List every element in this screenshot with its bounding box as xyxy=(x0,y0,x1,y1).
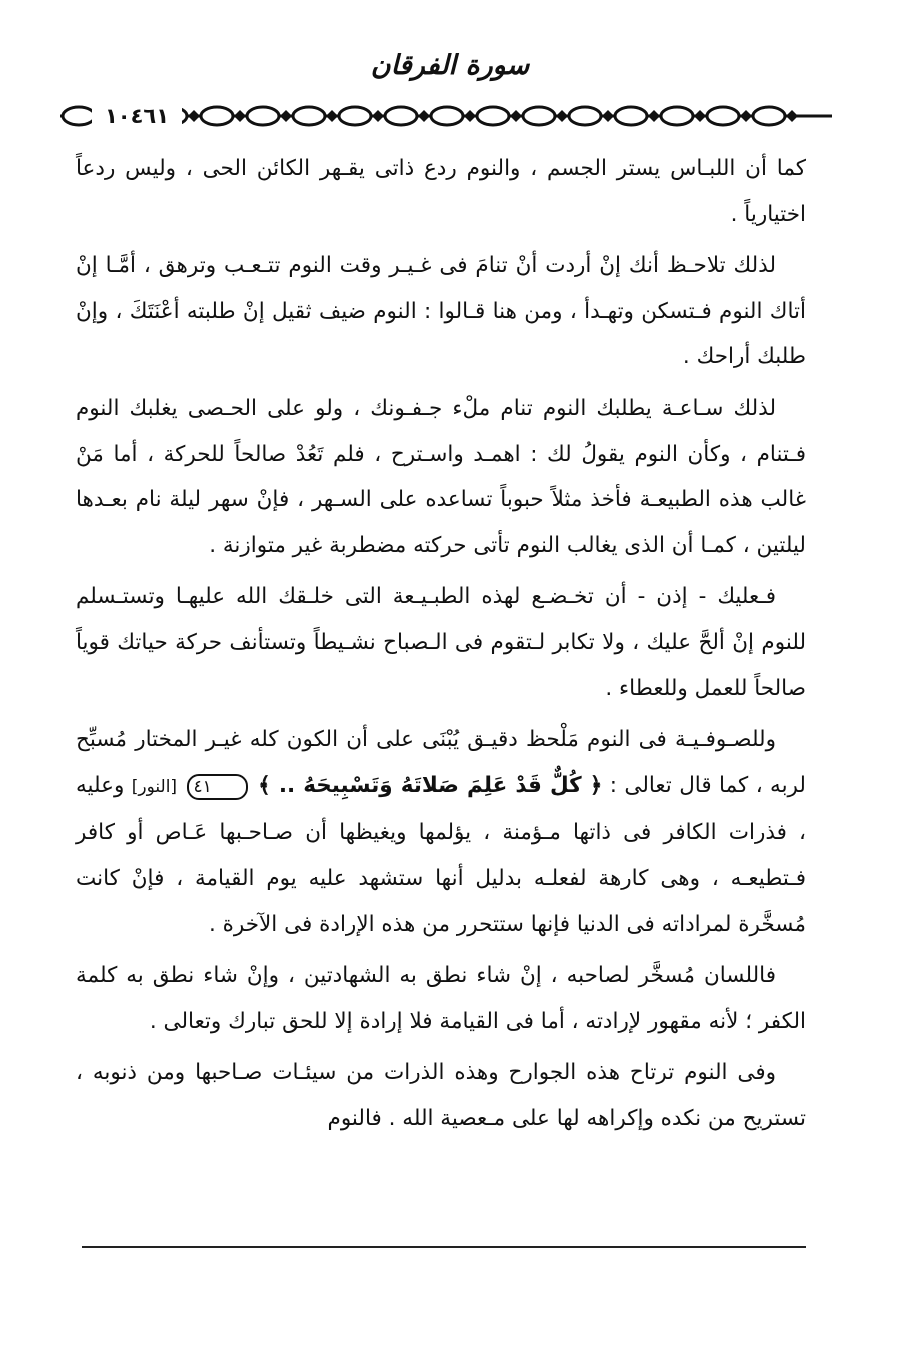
paragraph: وفى النوم ترتاح هذه الجوارح وهذه الذرات من سيئـات صـاحبها ومن ذنوبه ، تستريح من نكده وإكراهه لها على مـعصية الله . فالنوم xyxy=(76,1060,806,1131)
diamond-ornament-shape xyxy=(234,110,246,122)
chain-link-shape xyxy=(569,107,601,125)
quran-verse: ﴿ كُلٌّ قَدْ عَلِمَ صَلاتَهُ وَتَسْبِيحَهُ .. ﴾ xyxy=(258,772,603,798)
chain-link-shape xyxy=(247,107,279,125)
diamond-ornament-shape xyxy=(556,110,568,122)
chain-link-shape xyxy=(615,107,647,125)
diamond-ornament-shape xyxy=(326,110,338,122)
diamond-ornament-shape xyxy=(694,110,706,122)
surah-reference: [النور] xyxy=(131,776,178,797)
diamond-ornament-shape xyxy=(418,110,430,122)
paragraph: لذلك سـاعـة يطلبك النوم تنام ملْء جـفـونك ، ولو على الحـصى يغلبك النوم فـتنام ، وكأن النوم يقولُ لك : اهمـد واسـترح ، فلم تَعُدْ صالحاً للحركة ، أما مَنْ غالب هذه الطبيعـة فأخذ مثلاً حبوباً تساعده على السـهر ، فإنْ سهر ليلة نام بعـدها ليلتين ، كمـا أن الذى يغالب النوم تأتى حركته مضطربة غير متوازنة . xyxy=(76,395,806,558)
paragraph-text: وللصـوفـيـة فى النوم مَلْحظ دقيـق يُبْنَى على أن الكون كله غيـر المختار مُسبِّح لربه ، كما قال تعالى : xyxy=(76,727,806,798)
page-number: ١٠٤٦١ xyxy=(92,100,182,132)
chain-link-shape xyxy=(753,107,785,125)
diamond-ornament-shape xyxy=(786,110,798,122)
chain-link-shape xyxy=(339,107,371,125)
paragraph-text: وعليه ، فذرات الكافر فى ذاتها مـؤمنة ، يؤلمها ويغيظها أن صـاحـبها عَـاص أو كافر فـتطيعـه ، وهى كارهة لفعلـه بدليل أنها ستشهد عليه يوم القيامة ، فإنْ كانت مُسخَّرة لمراداته فى الدنيا فإنها ستتحرر من هذه الإرادة فى الآخرة . xyxy=(76,772,806,937)
chain-link-shape xyxy=(523,107,555,125)
chain-link-shape xyxy=(293,107,325,125)
paragraph: فاللسان مُسخَّر لصاحبه ، إنْ شاء نطق به الشهادتين ، وإنْ شاء نطق به كلمة الكفر ؛ لأنه مقهور لإرادته ، أما فى القيامة فلا إرادة إلا للحق تبارك وتعالى . xyxy=(76,963,806,1034)
chain-link-shape xyxy=(385,107,417,125)
diamond-ornament-shape xyxy=(372,110,384,122)
chain-link-shape xyxy=(63,107,95,125)
paragraph xyxy=(76,717,806,947)
diamond-ornament-shape xyxy=(280,110,292,122)
surah-title: سورة الفرقان xyxy=(370,49,530,81)
ayah-number-marker: ٤١ xyxy=(187,774,247,800)
chain-link-shape xyxy=(477,107,509,125)
chain-link-shape xyxy=(707,107,739,125)
paragraph: لذلك تلاحـظ أنك إنْ أردت أنْ تنامَ فى غـيـر وقت النوم تتـعـب وترهق ، أمَّـا إنْ أتاك النوم فـتسكن وتهـدأ ، ومن هنا قـالوا : النوم ضيف ثقيل إنْ طلبته أعْنَتَكَ ، وإنْ طلبك أراحك . xyxy=(76,253,806,370)
diamond-ornament-shape xyxy=(464,110,476,122)
diamond-ornament-shape xyxy=(740,110,752,122)
paragraph: كما أن اللبـاس يستر الجسم ، والنوم ردع ذاتى يقـهر الكائن الحى ، وليس ردعاً اختيارياً . xyxy=(76,156,806,227)
diamond-ornament-shape xyxy=(602,110,614,122)
diamond-ornament-shape xyxy=(510,110,522,122)
diamond-ornament-shape xyxy=(188,110,200,122)
footer-rule xyxy=(82,1246,806,1248)
diamond-ornament-shape xyxy=(648,110,660,122)
body-text xyxy=(76,146,806,1147)
chain-link-shape xyxy=(431,107,463,125)
chain-link-shape xyxy=(661,107,693,125)
paragraph: فـعليك - إذن - أن تخـضـع لهذه الطبـيـعة التى خلـقك الله عليهـا وتستـسلم للنوم إنْ ألحَّ عليك ، ولا تكابر لـتقوم فى الـصباح نشـيطاً وتستأنف حركة حياتك قوياً صالحاً للعمل وللعطاء . xyxy=(76,584,806,701)
chain-link-shape xyxy=(201,107,233,125)
